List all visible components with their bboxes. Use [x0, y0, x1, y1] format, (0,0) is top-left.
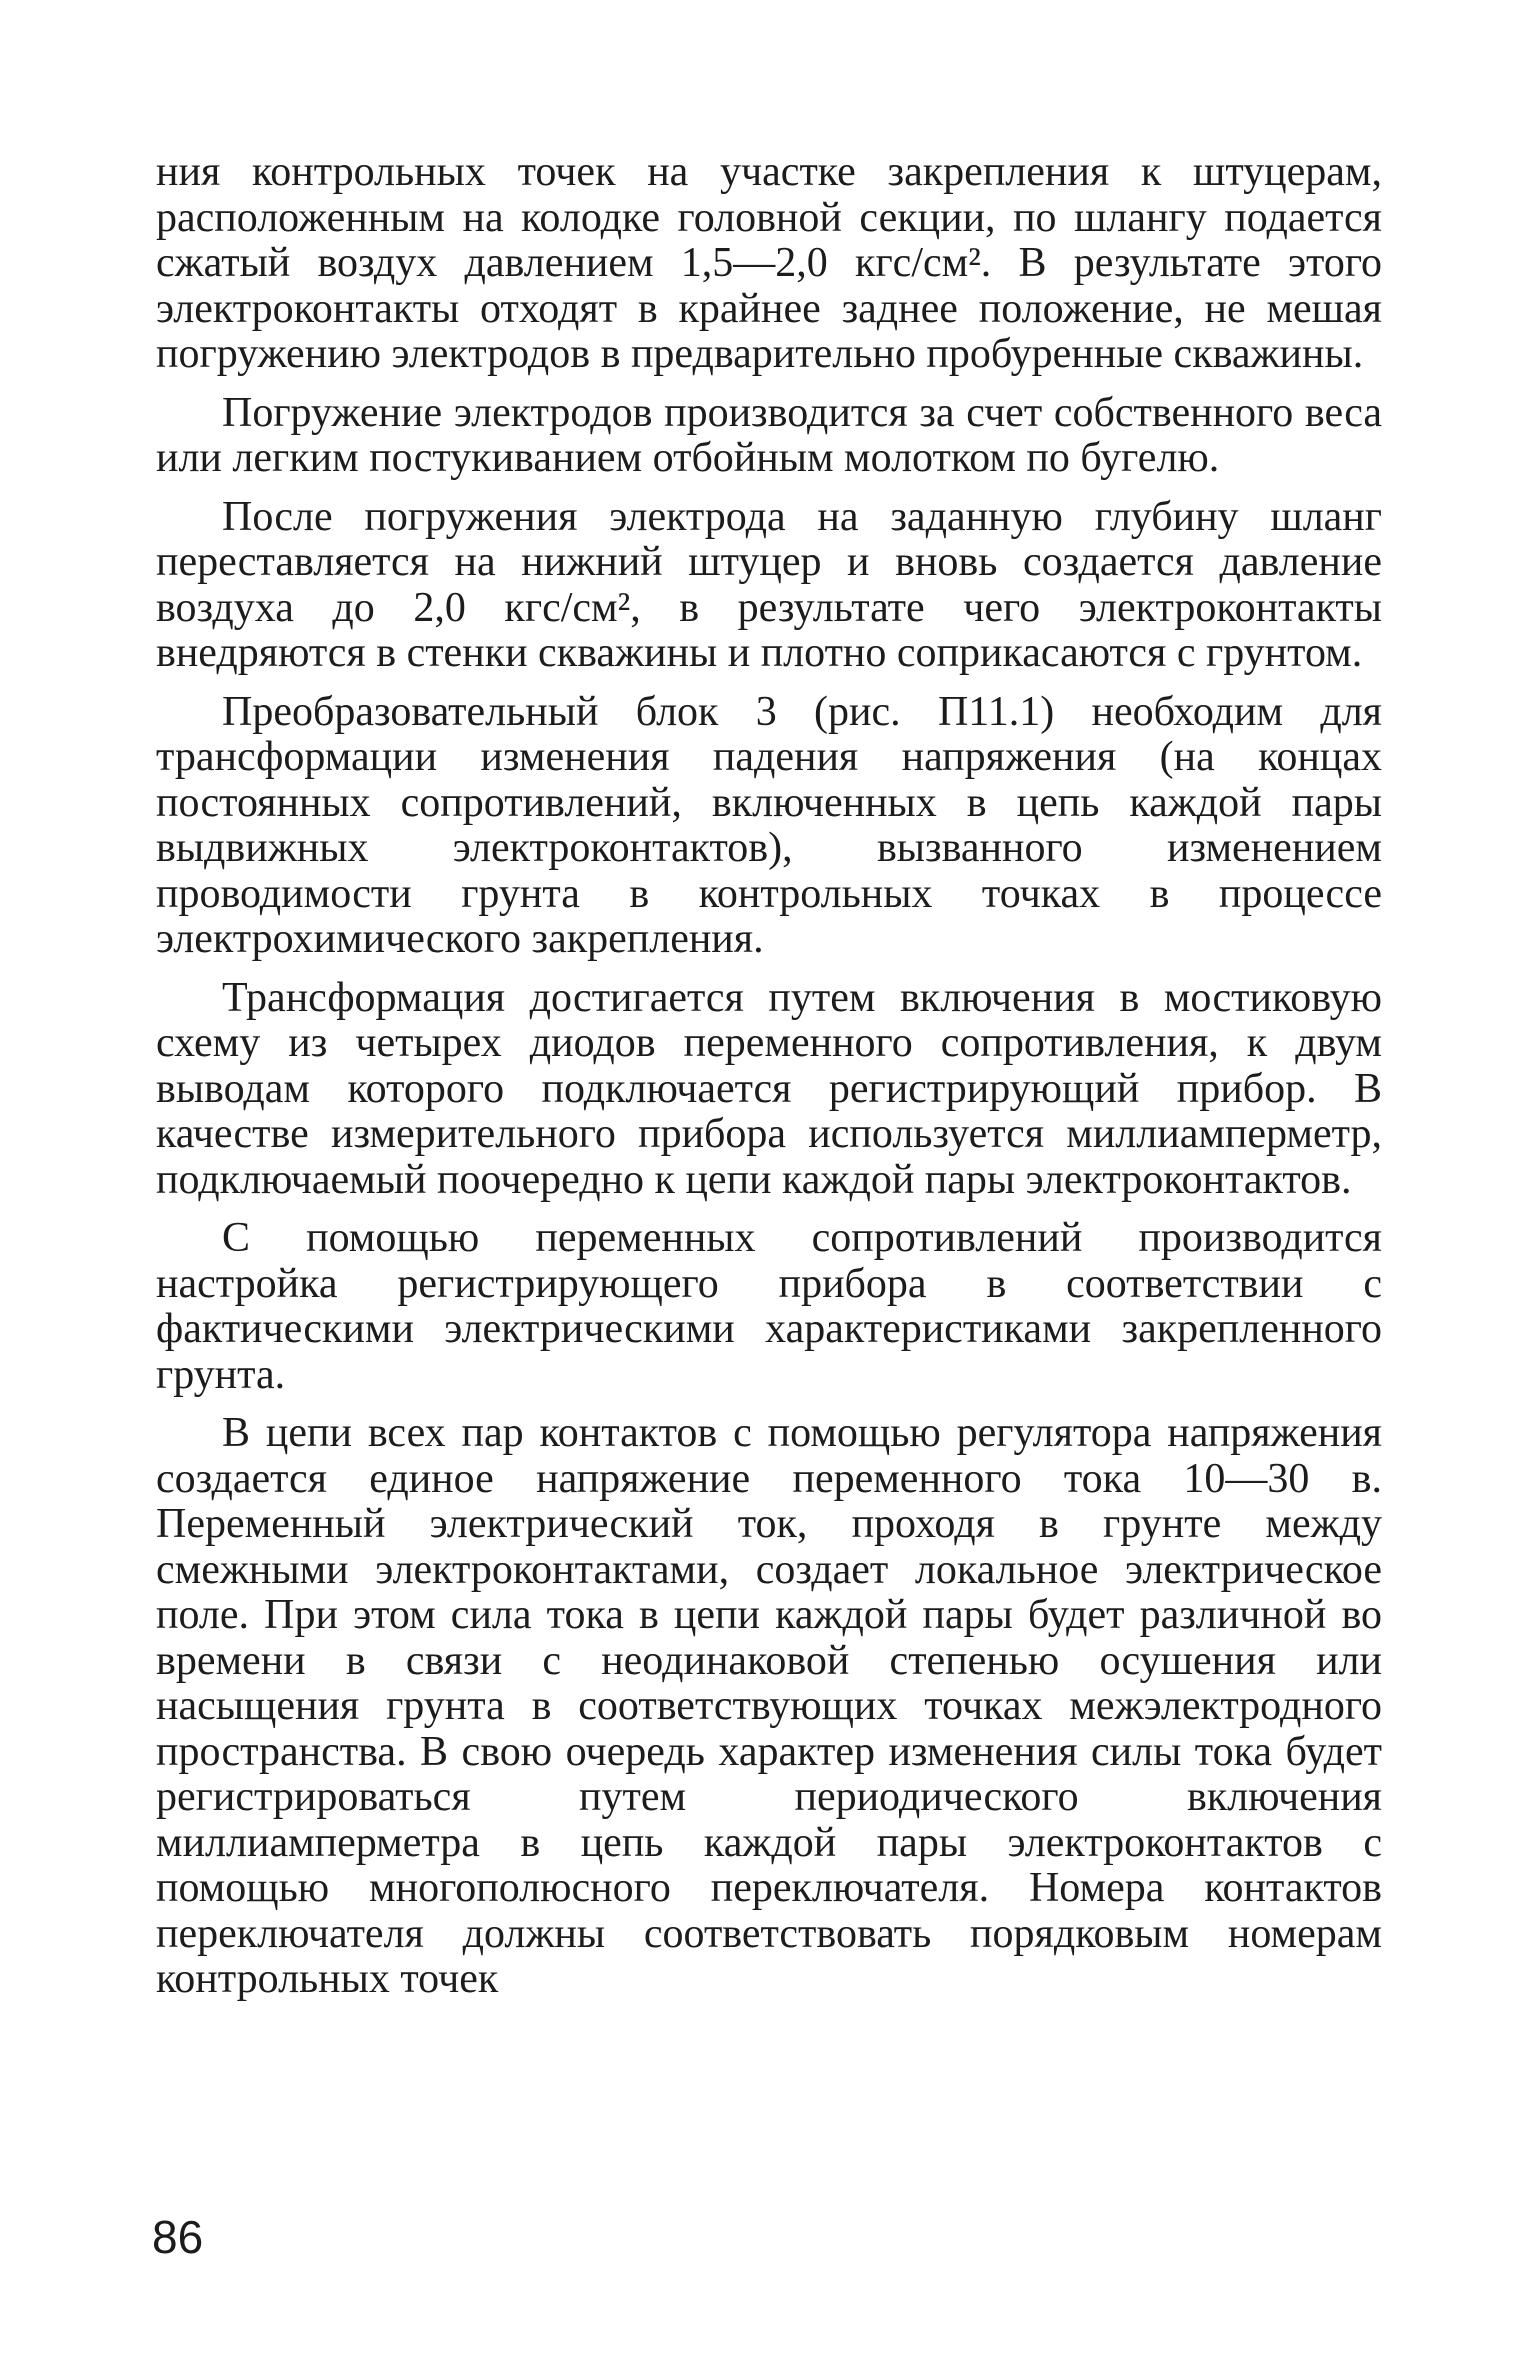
paragraph-variable-resistors: С помощью переменных сопротивлений производится настройка регистрирующего прибора в соответствии с фактическими электрическими характеристиками закрепленного грунта. — [156, 1215, 1382, 1398]
paragraph-continuation: ния контрольных точек на участке закрепления к штуцерам, расположенным на колодке головной секции, по шлангу подается сжатый воздух давлением 1,5—2,0 кгс/см². В результате этого электроконтакты отходят в крайнее заднее положение, не мешая погружению электродов в предварительно пробуренные скважины. — [156, 149, 1382, 377]
paragraph-transformation: Трансформация достигается путем включения в мостиковую схему из четырех диодов переменного сопротивления, к двум выводам которого подключается регистрирующий прибор. В качестве измерительного прибора используется миллиамперметр, подключаемый поочередно к цепи каждой пары электроконтактов. — [156, 974, 1382, 1203]
paragraph-electrode-immersion: Погружение электродов производится за счет собственного веса или легким постукиванием отбойным молотком по бугелю. — [156, 389, 1382, 481]
paragraph-after-immersion: После погружения электрода на заданную глубину шланг переставляется на нижний штуцер и вновь создается давление воздуха до 2,0 кгс/см², в результате чего электроконтакты внедряются в стенки скважины и плотно соприкасаются с грунтом. — [156, 493, 1382, 676]
page-text-block — [156, 150, 1382, 2016]
paragraph-converter-block: Преобразовательный блок 3 (рис. П11.1) необходим для трансформации изменения падения напряжения (на концах постоянных сопротивлений, включенных в цепь каждой пары выдвижных электроконтактов), вызванного изменением проводимости грунта в контрольных точках в процессе электрохимического закрепления. — [156, 688, 1382, 962]
page-number: 86 — [152, 2211, 204, 2263]
paragraph-circuit-voltage: В цепи всех пар контактов с помощью регулятора напряжения создается единое напряжение переменного тока 10—30 в. Переменный электрический ток, проходя в грунте между смежными электроконтактами, создает локальное электрическое поле. При этом сила тока в цепи каждой пары будет различной во времени в связи с неодинаковой степенью осушения или насыщения грунта в соответствующих точках межэлектродного пространства. В свою очередь характер изменения силы тока будет регистрироваться путем периодического включения миллиамперметра в цепь каждой пары электроконтактов с помощью многополюсного переключателя. Номера контактов переключателя должны соответствовать порядковым номерам контрольных точек — [156, 1410, 1382, 2002]
